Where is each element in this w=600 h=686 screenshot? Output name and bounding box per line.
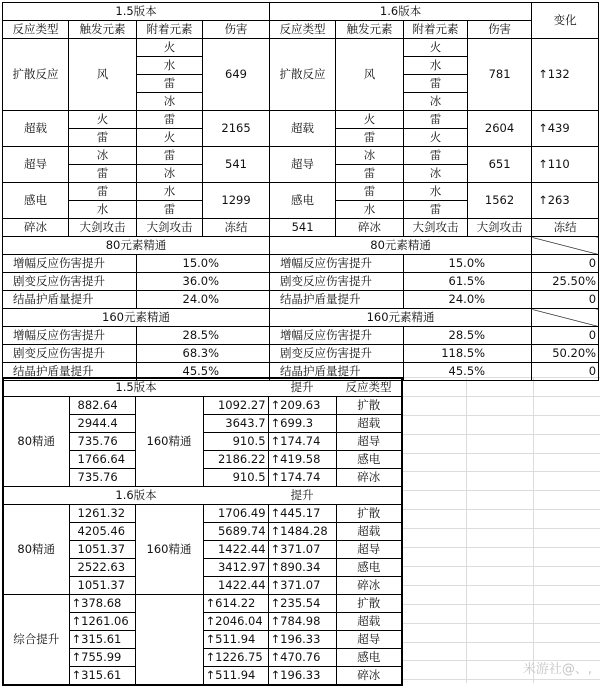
value-cell: 882.64 [69, 397, 135, 415]
trigger-element: 大剑攻击 [404, 219, 468, 237]
value-cell: 2522.63 [69, 559, 135, 577]
damage-change: ↑439 [532, 111, 599, 147]
mastery-value: 24.0% [137, 291, 270, 309]
row-label: 160精通 [135, 505, 203, 595]
grid-line [401, 623, 600, 624]
mastery-value: 61.5% [404, 273, 532, 291]
damage-value: 541 [203, 147, 270, 183]
version-comparison-table [2, 2, 599, 381]
value-cell: ↑315.61 [69, 631, 135, 649]
mastery-value: 118.5% [404, 345, 532, 363]
attached-element: 雷 [404, 147, 468, 165]
trigger-element: 雷 [336, 165, 404, 183]
column-header: 触发元素 [336, 21, 404, 39]
value-cell: 4205.46 [69, 523, 135, 541]
value-cell: ↑511.94 [203, 631, 268, 649]
value-cell: 910.5 [203, 469, 268, 487]
boost-value: ↑699.3 [268, 415, 336, 433]
damage-value: 651 [468, 147, 532, 183]
mastery-label: 增幅反应伤害提升 [3, 255, 137, 273]
reaction-type: 超导 [3, 147, 69, 183]
mastery-title: 160元素精通 [3, 309, 270, 327]
value-cell: 735.76 [69, 433, 135, 451]
trigger-element: 雷 [69, 129, 137, 147]
value-cell: 2944.4 [69, 415, 135, 433]
grid-line [401, 415, 600, 416]
value-cell: 1092.27 [203, 397, 268, 415]
value-cell: 1422.44 [203, 541, 268, 559]
grid-line [401, 585, 600, 586]
boost-value: ↑1484.28 [268, 523, 336, 541]
mastery-label: 剧变反应伤害提升 [270, 273, 404, 291]
version-1-6-title: 1.6版本 [270, 3, 532, 21]
trigger-element: 水 [336, 201, 404, 219]
damage-value: 2165 [203, 111, 270, 147]
trigger-element: 水 [69, 201, 137, 219]
value-cell: 1051.37 [69, 577, 135, 595]
mastery-value: 24.0% [404, 291, 532, 309]
reaction-name: 碎冰 [336, 469, 402, 487]
column-header: 触发元素 [69, 21, 137, 39]
damage-value: 649 [203, 39, 270, 111]
reaction-name: 感电 [336, 451, 402, 469]
diagonal-cell [532, 309, 599, 327]
reaction-name: 碎冰 [336, 577, 402, 595]
trigger-element: 雷 [336, 129, 404, 147]
reaction-name: 超载 [336, 613, 402, 631]
attached-element: 雷 [137, 111, 203, 129]
damage-change: ↑263 [532, 183, 599, 219]
damage-value: 541 [270, 219, 336, 237]
value-cell: ↑315.61 [69, 667, 135, 686]
diagonal-cell [532, 237, 599, 255]
reaction-name: 感电 [336, 649, 402, 667]
mastery-change: 0 [532, 327, 599, 345]
mastery-change: 50.20% [532, 345, 599, 363]
reaction-type: 扩散反应 [270, 39, 336, 111]
mastery-label: 结晶护盾量提升 [3, 291, 137, 309]
mastery-value: 28.5% [137, 327, 270, 345]
mastery-label: 结晶护盾量提升 [270, 363, 404, 381]
attached-element: 雷 [404, 111, 468, 129]
grid-line [401, 490, 600, 491]
boost-value: ↑174.74 [268, 433, 336, 451]
mastery-change: 0 [532, 255, 599, 273]
reaction-name: 超导 [336, 631, 402, 649]
attached-element: 冰 [137, 165, 203, 183]
attached-element: 雷 [404, 75, 468, 93]
grid-line [401, 509, 600, 510]
mastery-title: 160元素精通 [270, 309, 532, 327]
trigger-element: 冰 [69, 147, 137, 165]
mastery-value: 15.0% [137, 255, 270, 273]
boost-value: ↑784.98 [268, 613, 336, 631]
mastery-label: 结晶护盾量提升 [270, 291, 404, 309]
mastery-label: 剧变反应伤害提升 [3, 273, 137, 291]
attached-element: 雷 [137, 201, 203, 219]
grid-line [401, 566, 600, 567]
boost-value: ↑445.17 [268, 505, 336, 523]
value-cell: ↑2046.04 [203, 613, 268, 631]
row-label: 80精通 [3, 505, 69, 595]
reaction-type: 碎冰 [336, 219, 404, 237]
damage-value: 1562 [468, 183, 532, 219]
trigger-element: 风 [69, 39, 137, 111]
mastery-value: 68.3% [137, 345, 270, 363]
mastery-label: 结晶护盾量提升 [3, 363, 137, 381]
mastery-label: 增幅反应伤害提升 [270, 327, 404, 345]
mastery-value: 28.5% [404, 327, 532, 345]
attached-element: 水 [404, 183, 468, 201]
reaction-name: 扩散 [336, 505, 402, 523]
value-cell: 735.76 [69, 469, 135, 487]
mastery-label: 增幅反应伤害提升 [3, 327, 137, 345]
value-cell: 2186.22 [203, 451, 268, 469]
mastery-value: 15.0% [404, 255, 532, 273]
attached-element: 火 [404, 39, 468, 57]
row-label: 综合提升 [3, 595, 69, 686]
attached-element: 水 [404, 57, 468, 75]
trigger-element: 大剑攻击 [69, 219, 137, 237]
grid-line [401, 679, 600, 680]
reaction-name: 扩散 [336, 397, 402, 415]
trigger-element: 冰 [336, 147, 404, 165]
trigger-element: 火 [336, 111, 404, 129]
mastery-label: 剧变反应伤害提升 [3, 345, 137, 363]
damage-change: ↑132 [532, 39, 599, 111]
trigger-element: 风 [336, 39, 404, 111]
mastery-value: 45.5% [137, 363, 270, 381]
boost-header: 提升 [290, 380, 314, 394]
boost-value: ↑174.74 [268, 469, 336, 487]
value-cell: ↑1226.75 [203, 649, 268, 667]
column-header: 反应类型 [3, 21, 69, 39]
grid-line [466, 377, 467, 683]
change-header: 变化 [532, 3, 599, 39]
trigger-element: 雷 [69, 183, 137, 201]
value-cell: ↑511.94 [203, 667, 268, 686]
row-label: 160精通 [135, 397, 203, 487]
attached-element: 雷 [404, 201, 468, 219]
attached-element: 火 [404, 129, 468, 147]
attached-element: 冰 [404, 93, 468, 111]
column-header: 反应类型 [270, 21, 336, 39]
attached-element: 冰 [404, 165, 468, 183]
mastery-value: 45.5% [404, 363, 532, 381]
value-cell: ↑378.68 [69, 595, 135, 613]
boost-value: ↑419.58 [268, 451, 336, 469]
lower-version-1-5-title: 1.5版本 [115, 380, 157, 394]
column-header: 附着元素 [404, 21, 468, 39]
mastery-calc-table [2, 377, 403, 686]
reaction-name: 感电 [336, 559, 402, 577]
value-cell: 5689.74 [203, 523, 268, 541]
reaction-type: 超载 [270, 111, 336, 147]
grid-line [533, 377, 534, 683]
value-cell: ↑614.22 [203, 595, 268, 613]
value-cell: ↑1261.06 [69, 613, 135, 631]
mastery-title: 80元素精通 [270, 237, 532, 255]
grid-line [401, 471, 600, 472]
boost-value: ↑371.07 [268, 541, 336, 559]
reaction-type: 感电 [270, 183, 336, 219]
boost-value: ↑235.54 [268, 595, 336, 613]
mastery-label: 增幅反应伤害提升 [270, 255, 404, 273]
boost-value: ↑371.07 [268, 577, 336, 595]
value-cell: ↑755.99 [69, 649, 135, 667]
lower-version-1-6-title: 1.6版本 [115, 488, 157, 502]
value-cell: 1422.44 [203, 577, 268, 595]
value-cell: 1051.37 [69, 541, 135, 559]
boost-header: 提升 [290, 488, 314, 502]
attached-element: 冰 [137, 93, 203, 111]
grid-line [401, 642, 600, 643]
attached-element: 火 [137, 129, 203, 147]
damage-value: 781 [468, 39, 532, 111]
grid-line [401, 604, 600, 605]
damage-value: 1299 [203, 183, 270, 219]
reaction-name: 超载 [336, 415, 402, 433]
attached-element: 雷 [137, 147, 203, 165]
grid-line [401, 528, 600, 529]
reaction-type: 超导 [270, 147, 336, 183]
mastery-change: 0 [532, 291, 599, 309]
boost-value: ↑890.34 [268, 559, 336, 577]
boost-value: ↑209.63 [268, 397, 336, 415]
reaction-type: 扩散反应 [3, 39, 69, 111]
boost-value: ↑196.33 [268, 631, 336, 649]
boost-value: ↑196.33 [268, 667, 336, 686]
reaction-name: 超导 [336, 541, 402, 559]
reaction-type: 感电 [3, 183, 69, 219]
boost-value: ↑470.76 [268, 649, 336, 667]
value-cell: 910.5 [203, 433, 268, 451]
trigger-element: 雷 [69, 165, 137, 183]
mastery-change: 0 [532, 363, 599, 381]
grid-line [401, 453, 600, 454]
reaction-name: 扩散 [336, 595, 402, 613]
reaction-name: 碎冰 [336, 667, 402, 686]
trigger-element: 火 [69, 111, 137, 129]
value-cell: 3643.7 [203, 415, 268, 433]
damage-value: 2604 [468, 111, 532, 147]
trigger-element: 大剑攻击 [468, 219, 532, 237]
version-1-5-title: 1.5版本 [3, 3, 270, 21]
reaction-name: 超导 [336, 433, 402, 451]
value-cell: 1766.64 [69, 451, 135, 469]
reaction-header: 反应类型 [345, 380, 392, 394]
mastery-value: 36.0% [137, 273, 270, 291]
grid-line [401, 547, 600, 548]
reaction-type: 超载 [3, 111, 69, 147]
attached-element: 火 [137, 39, 203, 57]
trigger-element: 大剑攻击 [137, 219, 203, 237]
empty-cell [135, 595, 203, 686]
attached-element: 水 [137, 183, 203, 201]
attached-element: 水 [137, 57, 203, 75]
grid-line [401, 434, 600, 435]
mastery-change: 25.50% [532, 273, 599, 291]
attached-element: 雷 [137, 75, 203, 93]
value-cell: 1706.49 [203, 505, 268, 523]
reaction-type: 碎冰 [3, 219, 69, 237]
value-cell: 3412.97 [203, 559, 268, 577]
value-cell: 1261.32 [69, 505, 135, 523]
row-label: 80精通 [3, 397, 69, 487]
empty-cell [336, 487, 402, 505]
column-header: 伤害 [203, 21, 270, 39]
column-header: 伤害 [468, 21, 532, 39]
column-header: 附着元素 [137, 21, 203, 39]
grid-line [401, 396, 600, 397]
watermark: 米游社@、, [522, 662, 592, 677]
attached-element: 冻结 [203, 219, 270, 237]
mastery-label: 剧变反应伤害提升 [270, 345, 404, 363]
trigger-element: 雷 [336, 183, 404, 201]
mastery-title: 80元素精通 [3, 237, 270, 255]
attached-element: 冻结 [532, 219, 599, 237]
damage-change: ↑110 [532, 147, 599, 183]
reaction-name: 超载 [336, 523, 402, 541]
